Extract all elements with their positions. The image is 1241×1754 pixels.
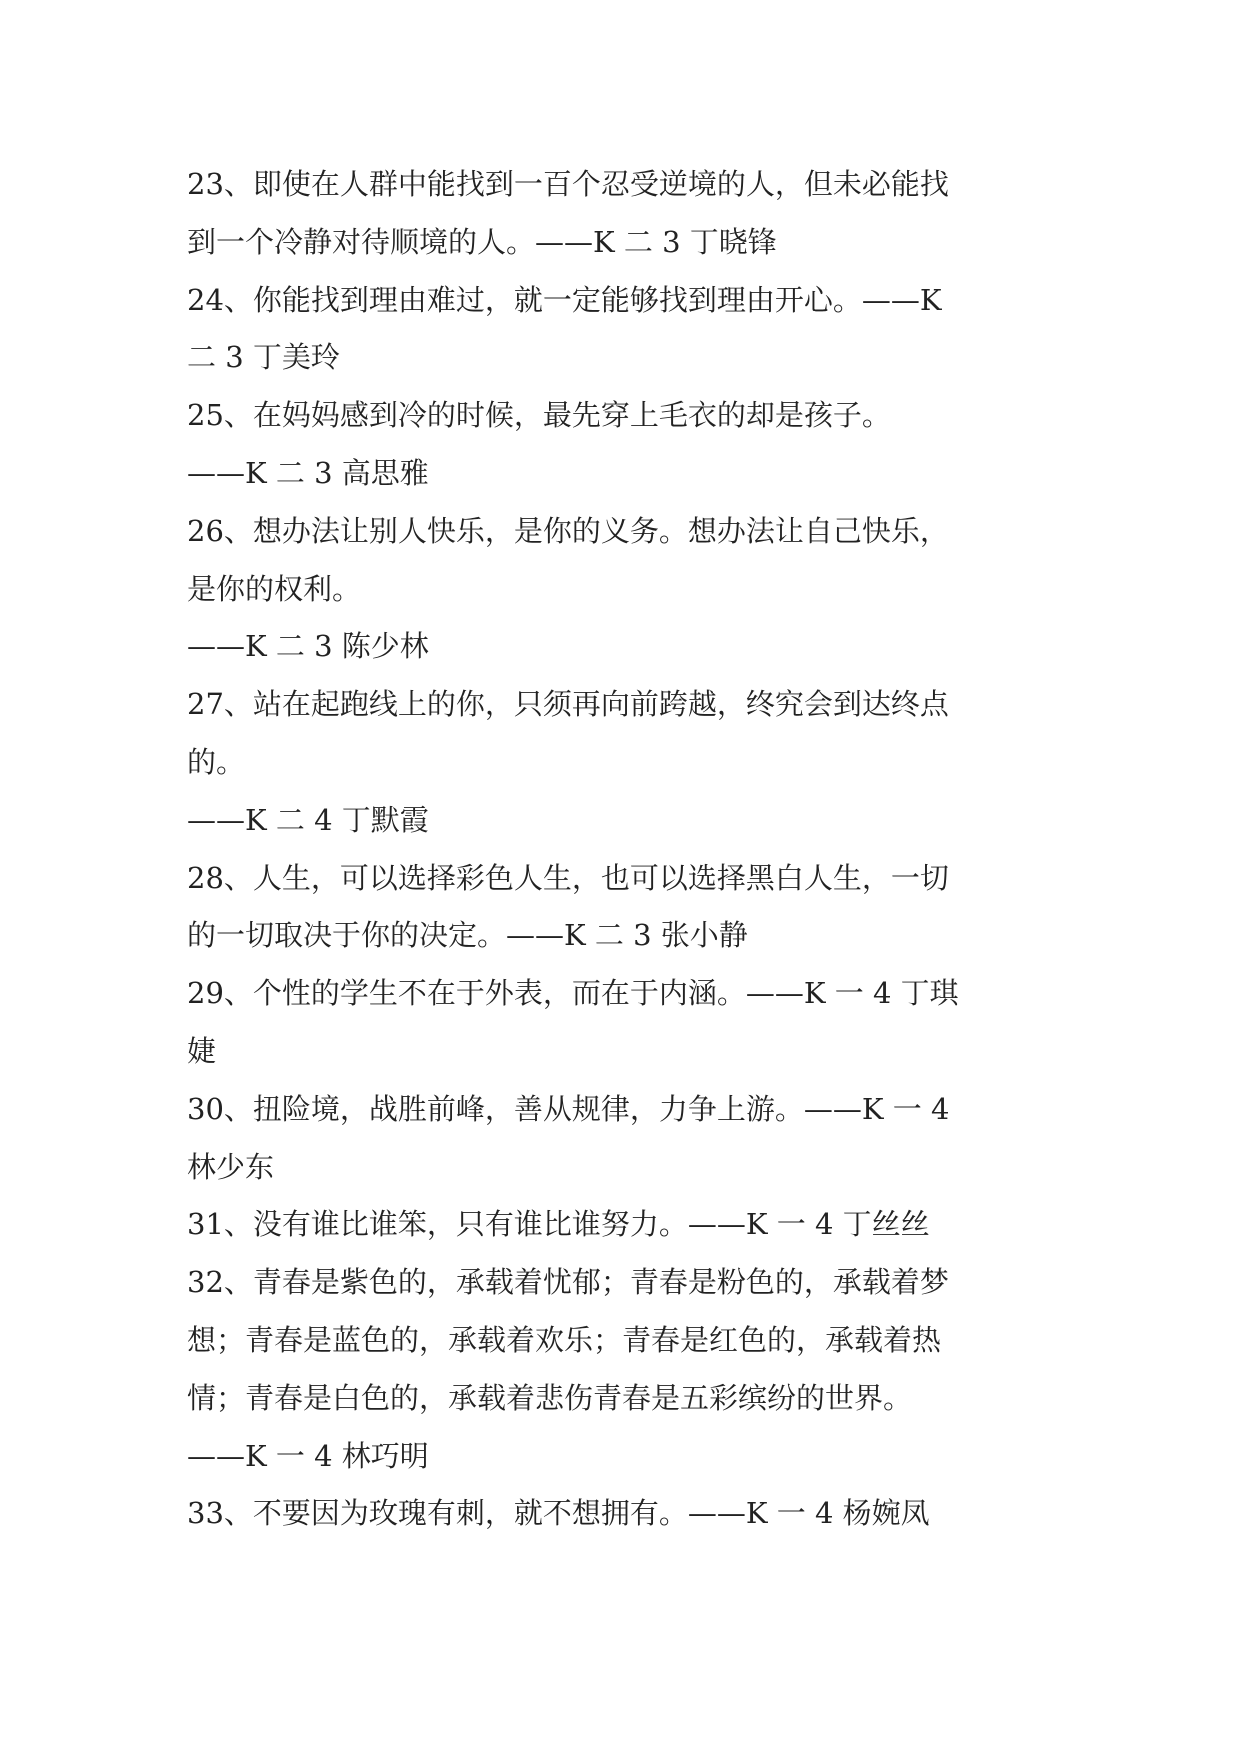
text-line: 婕 xyxy=(187,1033,217,1068)
text-line: 的。 xyxy=(187,744,246,779)
text-line: 情；青春是白色的，承载着悲伤青春是五彩缤纷的世界。 xyxy=(187,1380,913,1415)
text-line: 林少东 xyxy=(187,1149,275,1184)
text-line: 32、青春是紫色的，承载着忧郁；青春是粉色的，承载着梦 xyxy=(187,1265,949,1300)
text-line: 27、站在起跑线上的你，只须再向前跨越，终究会到达终点 xyxy=(187,687,949,722)
quote-text-block xyxy=(187,156,1067,1543)
text-line: 到一个冷静对待顺境的人。——K 二 3 丁晓锋 xyxy=(187,224,777,259)
text-line: ——K 二 3 陈少林 xyxy=(187,629,429,664)
text-line: 33、不要因为玫瑰有刺，就不想拥有。——K 一 4 杨婉凤 xyxy=(187,1496,930,1531)
text-line: 是你的权利。 xyxy=(187,571,362,606)
text-line: 30、扭险境，战胜前峰，善从规律，力争上游。——K 一 4 xyxy=(187,1091,950,1126)
text-line: 25、在妈妈感到冷的时候，最先穿上毛衣的却是孩子。 xyxy=(187,398,891,433)
text-line: 二 3 丁美玲 xyxy=(187,340,340,375)
text-line: ——K 二 3 高思雅 xyxy=(187,455,429,490)
text-line: 31、没有谁比谁笨，只有谁比谁努力。——K 一 4 丁丝丝 xyxy=(187,1207,930,1242)
text-line: 的一切取决于你的决定。——K 二 3 张小静 xyxy=(187,918,748,953)
text-line: 想；青春是蓝色的，承载着欢乐；青春是红色的，承载着热 xyxy=(187,1322,942,1357)
text-line: 28、人生，可以选择彩色人生，也可以选择黑白人生，一切 xyxy=(187,860,949,895)
text-line: ——K 一 4 林巧明 xyxy=(187,1438,429,1473)
text-line: 26、想办法让别人快乐，是你的义务。想办法让自己快乐， xyxy=(187,513,949,548)
text-line: 29、个性的学生不在于外表，而在于内涵。——K 一 4 丁琪 xyxy=(187,976,959,1011)
text-line: 24、你能找到理由难过，就一定能够找到理由开心。——K xyxy=(187,282,942,317)
text-line: ——K 二 4 丁默霞 xyxy=(187,802,429,837)
text-line: 23、即使在人群中能找到一百个忍受逆境的人，但未必能找 xyxy=(187,167,949,201)
